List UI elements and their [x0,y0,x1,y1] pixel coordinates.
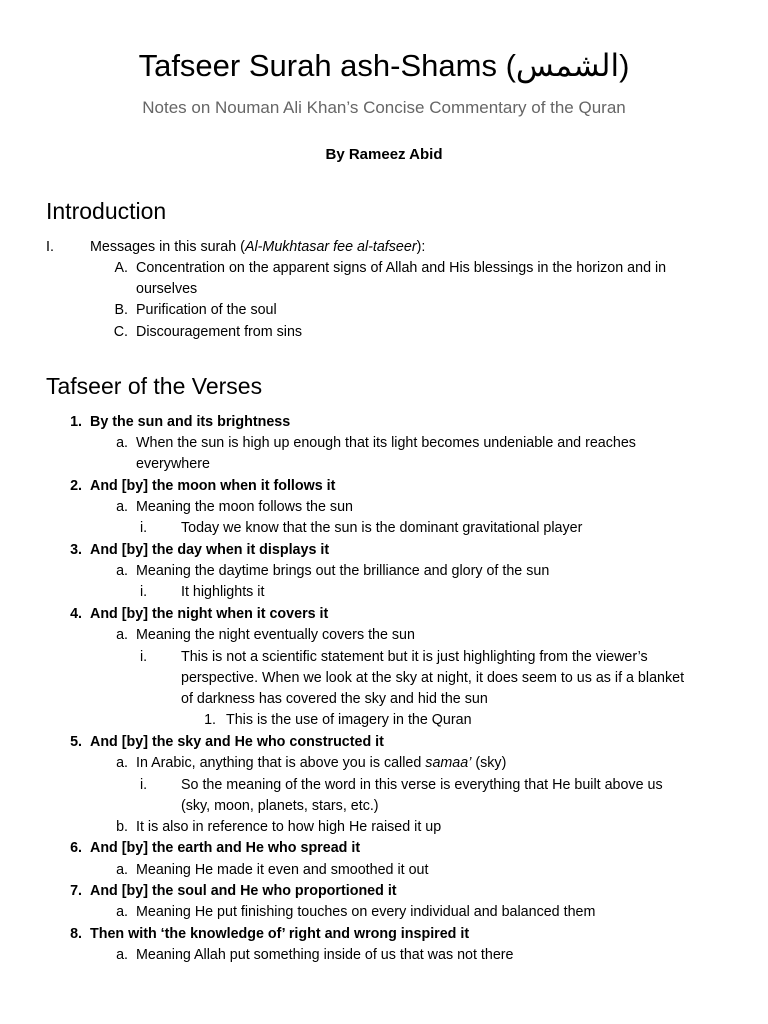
list-marker: 1. [70,414,82,430]
sub-note-item: It highlights it [181,584,265,600]
document-subtitle: Notes on Nouman Ali Khan’s Concise Commentary of the Quran [142,98,626,117]
note-item: In Arabic, anything that is above you is called samaa’ (sky) [136,755,507,771]
verse-2: And [by] the moon when it follows it [90,478,336,494]
list-marker: b. [116,819,128,835]
note-item: It is also in reference to how high He raised it up [136,819,442,835]
intro-sub-item-continued: ourselves [136,281,198,297]
intro-sub-item: Concentration on the apparent signs of Allah and His blessings in the horizon and in [136,260,667,276]
list-marker: 1. [204,712,216,728]
list-marker: 2. [70,478,82,494]
verse-6: And [by] the earth and He who spread it [90,840,361,856]
list-marker: a. [116,947,128,963]
document-title: Tafseer Surah ash-Shams (الشمس) [138,48,630,83]
verse-4: And [by] the night when it covers it [90,606,329,622]
verse-1: By the sun and its brightness [90,414,291,430]
list-marker: i. [140,777,148,793]
note-item: Meaning Allah put something inside of us that was not there [136,947,514,963]
verse-3: And [by] the day when it displays it [90,542,330,558]
verse-7: And [by] the soul and He who proportioned it [90,883,397,899]
list-marker: a. [116,435,128,451]
sub-note-item-continued: (sky, moon, planets, stars, etc.) [181,798,379,814]
note-item: Meaning the moon follows the sun [136,499,353,515]
note-item-continued: everywhere [136,456,210,472]
list-marker: i. [140,649,148,665]
list-marker: 5. [70,734,82,750]
list-marker: a. [116,627,128,643]
verse-5: And [by] the sky and He who constructed it [90,734,384,750]
note-item: Meaning the night eventually covers the sun [136,627,415,643]
note-item: Meaning He made it even and smoothed it out [136,862,429,878]
list-marker: 4. [70,606,82,622]
list-marker: i. [140,584,148,600]
list-marker: 6. [70,840,82,856]
sub-note-item-continued: of darkness has covered the sky and hid the sun [181,691,488,707]
list-marker: a. [116,755,128,771]
sub-note-item: Today we know that the sun is the dominant gravitational player [181,520,583,536]
list-marker: i. [140,520,148,536]
list-marker: a. [116,904,128,920]
list-marker: A. [114,260,128,276]
list-marker: a. [116,563,128,579]
list-marker: I. [46,239,54,255]
list-marker: C. [113,324,128,340]
intro-sub-item: Discouragement from sins [136,324,303,340]
note-item: When the sun is high up enough that its light becomes undeniable and reaches [136,435,636,451]
sub-note-item: So the meaning of the word in this verse is everything that He built above us [181,777,663,793]
list-marker: 7. [70,883,82,899]
introduction-heading: Introduction [46,198,167,224]
list-marker: B. [114,302,128,318]
list-marker: a. [116,862,128,878]
list-marker: 3. [70,542,82,558]
intro-item: Messages in this surah (Al-Mukhtasar fee al-tafseer): [90,239,426,255]
author-line: By Rameez Abid [325,146,443,163]
list-marker: a. [116,499,128,515]
intro-sub-item: Purification of the soul [136,302,277,318]
sub-note-item-continued: perspective. When we look at the sky at night, it does seem to us as if a blanket [181,670,685,686]
sub-note-item: This is not a scientific statement but it is just highlighting from the viewer’s [181,649,648,665]
note-item: Meaning the daytime brings out the brilliance and glory of the sun [136,563,550,579]
sub-sub-note-item: This is the use of imagery in the Quran [226,712,472,728]
verse-8: Then with ‘the knowledge of’ right and wrong inspired it [90,926,470,942]
note-item: Meaning He put finishing touches on every individual and balanced them [136,904,596,920]
list-marker: 8. [70,926,82,942]
verses-heading: Tafseer of the Verses [46,373,263,399]
